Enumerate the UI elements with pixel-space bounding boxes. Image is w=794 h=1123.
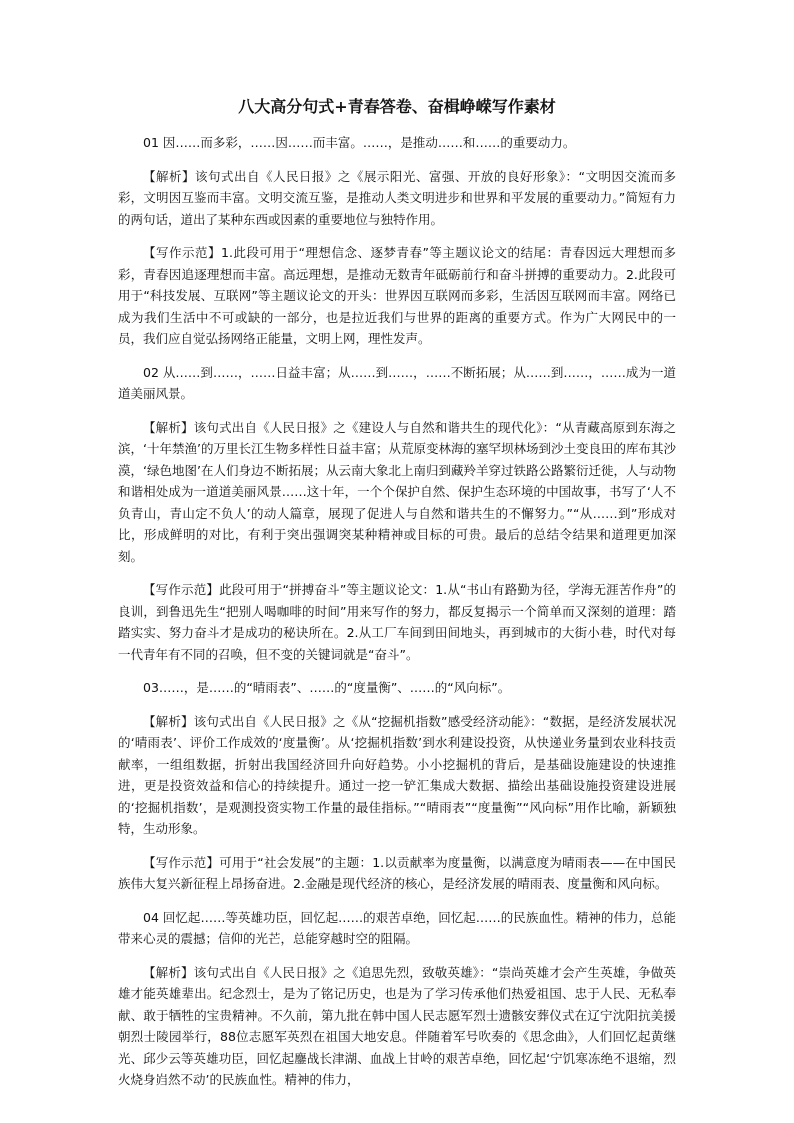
section-04-analysis [118,962,676,1091]
document-title: 八大高分句式+青春答卷、奋楫峥嵘写作素材 [238,97,556,116]
section-03-heading: 03……，是……的“晴雨表”、……的“度量衡”、……的“风向标”。 [143,680,511,695]
example-text: 1.此段可用于“理想信念、逐梦青春”等主题议论文的结尾：青春因远大理想而多彩，青春因追逐理想而丰富。高远理想，是推动无数青年砥砺前行和奋斗拼搏的重要动力。2.此段可用于“科技发展、互联网”等主题议论文的开头：世界因互联网而多彩，生活因互联网而丰富。网络已成为我们生活中不可或缺的一部分，也是拉近我们与世界的距离的重要方式。作为广大网民中的一员，我们应自觉弘扬网络正能量，文明上网，理性发声。 [118,245,676,346]
analysis-text: 该句式出自《人民日报》之《从“挖掘机指数”感受经济动能》：“数据，是经济发展状况的‘晴雨表’、评价工作成效的‘度量衡’。从‘挖掘机指数’到水利建设投资，从快递业务量到农业科技贡献率，一组组数据，折射出我国经济回升向好趋势。小小挖掘机的背后，是基础设施建设的快速推进，更是投资效益和信心的持续提升。通过一挖一铲汇集成大数据、描绘出基础设施投资建设进展的‘挖掘机指数’，是观测投资实物工作量的最佳指标。”“晴雨表”“度量衡”“风向标”用作比喻，新颖独特，生动形象。 [118,713,676,836]
section-03-example [118,852,676,895]
section-03-analysis [118,711,676,840]
section-04-heading: 04 回忆起……等英雄功臣，回忆起……的艰苦卓绝，回忆起……的民族血性。精神的伟力，总能带来心灵的震撼；信仰的光芒，总能穿越时空的阻隔。 [118,909,676,946]
section-01-analysis [118,166,676,231]
analysis-text: 该句式出自《人民日报》之《建设人与自然和谐共生的现代化》：“从青藏高原到东海之滨，‘十年禁渔’的万里长江生物多样性日益丰富；从荒原变林海的塞罕坝林场到沙土变良田的库布其沙漠，‘绿色地图’在人们身边不断拓展；从云南大象北上南归到藏羚羊穿过铁路公路繁衍迁徙，人与动物和谐相处成为一道道美丽风景……这十年，一个个保护自然、保护生态环境的中国故事，书写了‘人不负青山，青山定不负人’的动人篇章，展现了促进人与自然和谐共生的不懈努力。”“从……到”形成对比，形成鲜明的对比，有利于突出强调突某种精神或目标的可贵。最后的总结令结果和道理更加深刻。 [118,419,676,564]
analysis-text: 该句式出自《人民日报》之《追思先烈，致敬英雄》：“崇尚英雄才会产生英雄，争做英雄才能英雄辈出。纪念烈士，是为了铭记历史，也是为了学习传承他们热爱祖国、忠于人民、无私奉献、敢于牺牲的宝贵精神。不久前，第九批在韩中国人民志愿军烈士遗骸安葬仪式在辽宁沈阳抗美援朝烈士陵园举行，88位志愿军英烈在祖国大地安息。伴随着军号吹奏的《思念曲》，人们回忆起黄继光、邱少云等英雄功臣，回忆起鏖战长津湖、血战上甘岭的艰苦卓绝，回忆起‘宁饥寒冻绝不退缩，烈火烧身岿然不动’的民族血性。精神的伟力， [118,964,676,1087]
analysis-text: 该句式出自《人民日报》之《展示阳光、富强、开放的良好形象》：“文明因交流而多彩，文明因互鉴而丰富。文明交流互鉴，是推动人类文明进步和世界和平发展的重要动力。”简短有力的两句话，道出了某种东西或因素的重要地位与独特作用。 [118,168,676,227]
section-01-example [118,242,676,350]
section-01-heading: 01 因……而多彩，……因……而丰富。……，是推动……和……的重要动力。 [143,135,576,150]
example-tag: 【写作示范】 [143,854,220,870]
section-02-analysis [118,417,676,568]
example-tag: 【写作示范】 [143,245,222,260]
example-text: 可用于“社会发展”的主题：1.以贡献率为度量衡，以满意度为晴雨表——在中国民族伟大复兴新征程上昂扬奋进。2.金融是现代经济的核心，是经济发展的晴雨表、度量衡和风向标。 [118,854,676,891]
example-text: 此段可用于“拼搏奋斗”等主题议论文：1.从“书山有路勤为径，学海无涯苦作舟”的良训，到鲁迅先生“把别人喝咖啡的时间”用来写作的努力，都反复揭示一个简单而又深刻的道理：踏踏实实、努力奋斗才是成功的秘诀所在。2.从工厂车间到田间地头，再到城市的大街小巷，时代对每一代青年有不同的召唤，但不变的关键词就是“奋斗”。 [118,582,676,662]
section-02-example [118,579,676,665]
analysis-tag: 【解析】 [143,419,194,435]
analysis-tag: 【解析】 [143,964,194,980]
section-02-heading: 02 从……到……，……日益丰富；从……到……，……不断拓展；从……到……，……成为一道道美丽风景。 [118,364,676,401]
document-page [118,96,676,1103]
example-tag: 【写作示范】 [143,582,220,597]
analysis-tag: 【解析】 [143,168,195,184]
analysis-tag: 【解析】 [143,713,194,729]
